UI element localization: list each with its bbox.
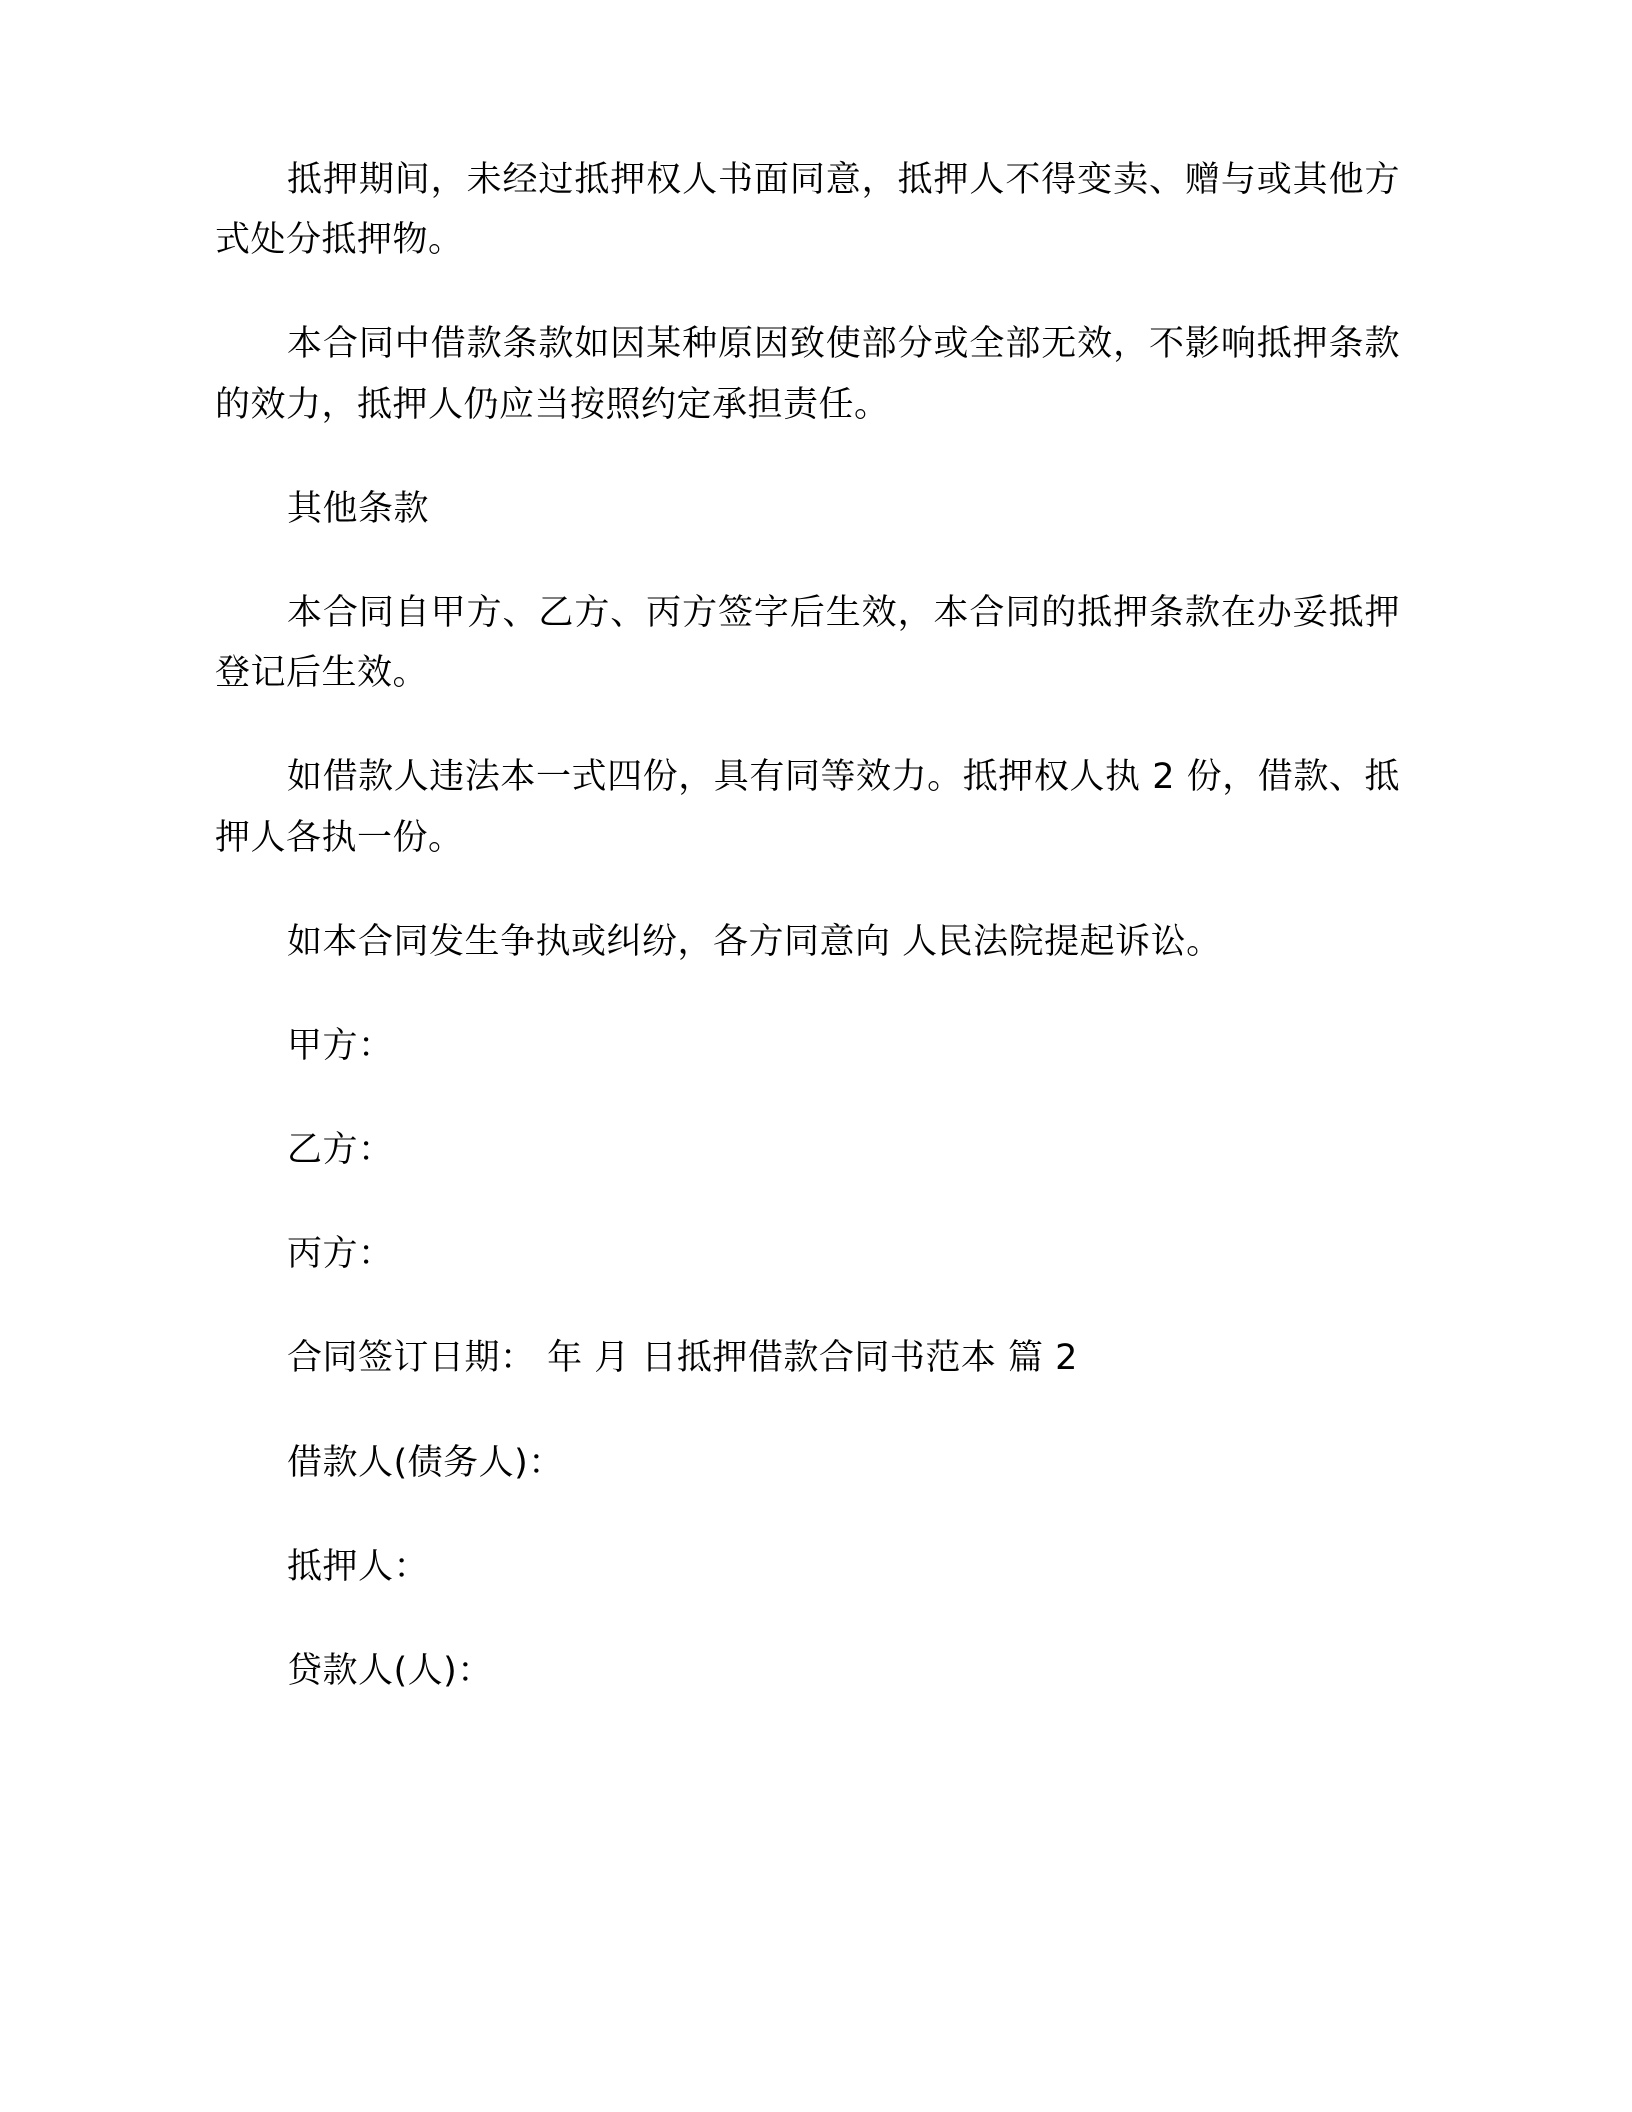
field-lender: 贷款人(人)：	[287, 1651, 493, 1691]
field-mortgagor: 抵押人：	[287, 1546, 430, 1587]
paragraph-copies: 如借款人违法本一式四份，具有同等效力。抵押权人执 2 份，借款、抵押人各执一份。	[215, 757, 1400, 858]
signature-party-b: 乙方：	[287, 1130, 394, 1171]
field-borrower: 借款人(债务人)：	[287, 1442, 564, 1483]
paragraph-dispute-resolution: 如本合同发生争执或纠纷，各方同意向 人民法院提起诉讼。	[287, 921, 1222, 962]
paragraph-mortgage-disposal: 抵押期间，未经过抵押权人书面同意，抵押人不得变卖、赠与或其他方式处分抵押物。	[215, 160, 1400, 261]
document-body	[215, 150, 1400, 1701]
signing-date-and-next-title: 合同签订日期： 年 月 日抵押借款合同书范本 篇 2	[287, 1338, 1078, 1379]
paragraph-invalid-clause: 本合同中借款条款如因某种原因致使部分或全部无效，不影响抵押条款的效力，抵押人仍应当按照约定承担责任。	[215, 324, 1400, 425]
signature-party-c: 丙方：	[287, 1234, 394, 1275]
signature-party-a: 甲方：	[287, 1025, 394, 1066]
paragraph-effective-date: 本合同自甲方、乙方、丙方签字后生效，本合同的抵押条款在办妥抵押登记后生效。	[215, 592, 1400, 694]
paragraph-other-terms-heading: 其他条款	[287, 488, 430, 529]
